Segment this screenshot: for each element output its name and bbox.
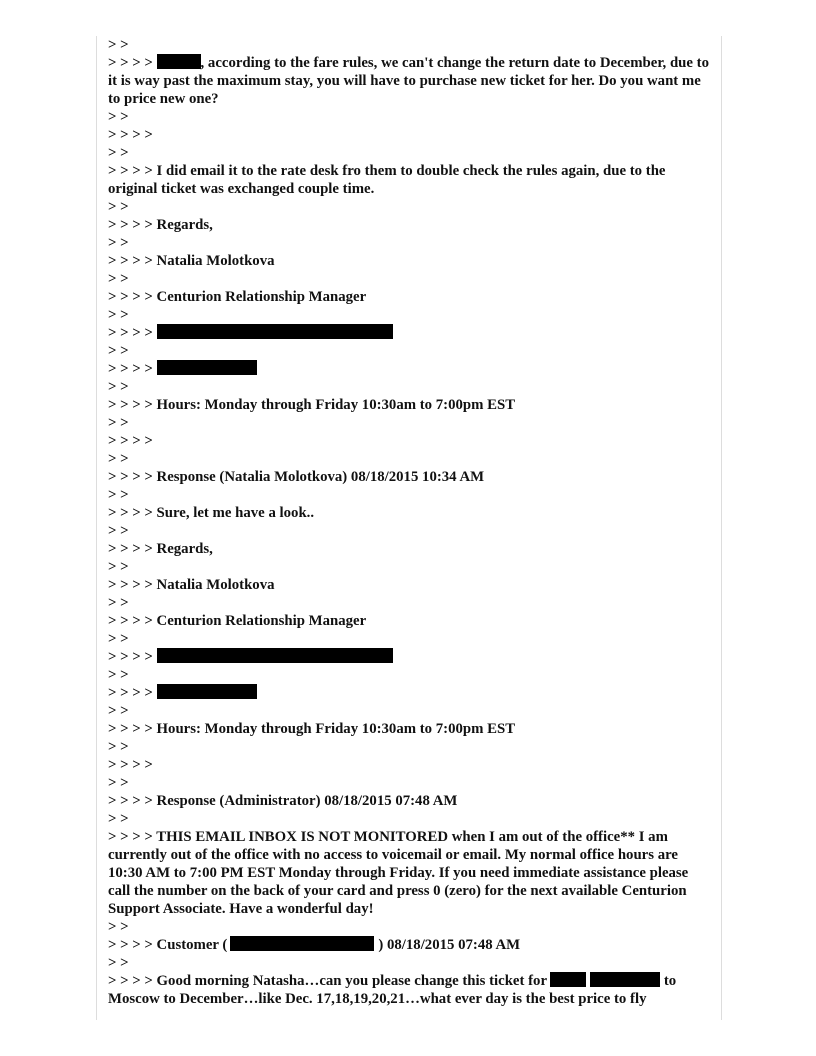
response-header-natalia: > > > > Response (Natalia Molotkova) 08/18/2015 10:34 AM — [108, 469, 485, 485]
quote-line-empty: > > > > — [108, 127, 153, 143]
customer-message: > > > > Good morning Natasha…can you please change this ticket for to Moscow to December…like Dec. 17,18,19,20,21…what ever day is the best price to fly — [108, 973, 680, 1007]
rate-desk-paragraph: > > > > I did email it to the rate desk fro them to double check the rules again, due to the original ticket was exchanged couple time. — [108, 163, 670, 197]
auto-reply-paragraph: > > > > THIS EMAIL INBOX IS NOT MONITORED when I am out of the office** I am currently out of the office with no access to voicemail or email. My normal office hours are 10:30 AM to 7:00 PM EST Monday through Friday. If you need immediate assistance please call the number on the back of your card and press 0 (zero) for the next available Centurion Support Associate. Have a wonderful day! — [108, 829, 692, 917]
signature-hours: > > > > Hours: Monday through Friday 10:30am to 7:00pm EST — [108, 397, 516, 413]
quote-line: > > — [108, 739, 129, 755]
signature-title: > > > > Centurion Relationship Manager — [108, 289, 367, 305]
signature-name: > > > > Natalia Molotkova — [108, 577, 275, 593]
quote-line: > > — [108, 811, 129, 827]
quote-line: > > — [108, 271, 129, 287]
quote-line: > > — [108, 595, 129, 611]
regards-line: > > > > Regards, — [108, 541, 213, 557]
quote-line: > > — [108, 37, 129, 53]
signature-name: > > > > Natalia Molotkova — [108, 253, 275, 269]
quote-line: > > — [108, 523, 129, 539]
quote-line: > > — [108, 775, 129, 791]
redacted-email — [230, 936, 374, 951]
quote-line: > > — [108, 703, 129, 719]
quote-line: > > — [108, 955, 129, 971]
redacted-block — [157, 324, 393, 339]
redacted-first-name — [550, 972, 586, 987]
quote-line: > > — [108, 379, 129, 395]
redacted-last-name — [590, 972, 660, 987]
redacted-name — [157, 54, 201, 69]
customer-header: > > > > Customer ( ) 08/18/2015 07:48 AM — [108, 937, 521, 953]
email-thread — [108, 36, 714, 1008]
signature-redacted-1: > > > > — [108, 324, 714, 342]
quote-line-empty: > > > > — [108, 757, 153, 773]
fare-rules-paragraph: > > > > , according to the fare rules, we can't change the return date to December, due to it is way past the maximum stay, you will have to purchase new ticket for her. Do you want me to price new one? — [108, 55, 713, 107]
quote-line: > > — [108, 415, 129, 431]
quote-line: > > — [108, 109, 129, 125]
quote-line: > > — [108, 919, 129, 935]
redacted-block — [157, 360, 257, 375]
signature-redacted-2: > > > > — [108, 684, 714, 702]
signature-redacted-1: > > > > — [108, 648, 714, 666]
regards-line: > > > > Regards, — [108, 217, 213, 233]
signature-redacted-2: > > > > — [108, 360, 714, 378]
quote-line: > > — [108, 451, 129, 467]
quote-line: > > — [108, 235, 129, 251]
quote-line: > > — [108, 631, 129, 647]
signature-title: > > > > Centurion Relationship Manager — [108, 613, 367, 629]
quote-line: > > — [108, 487, 129, 503]
quote-line: > > — [108, 307, 129, 323]
quote-line: > > — [108, 145, 129, 161]
quote-line: > > — [108, 559, 129, 575]
quote-line: > > — [108, 343, 129, 359]
signature-hours: > > > > Hours: Monday through Friday 10:30am to 7:00pm EST — [108, 721, 516, 737]
quote-line-empty: > > > > — [108, 433, 153, 449]
quote-line: > > — [108, 667, 129, 683]
redacted-block — [157, 648, 393, 663]
sure-look-line: > > > > Sure, let me have a look.. — [108, 505, 315, 521]
response-header-admin: > > > > Response (Administrator) 08/18/2015 07:48 AM — [108, 793, 458, 809]
quote-line: > > — [108, 199, 129, 215]
redacted-block — [157, 684, 257, 699]
